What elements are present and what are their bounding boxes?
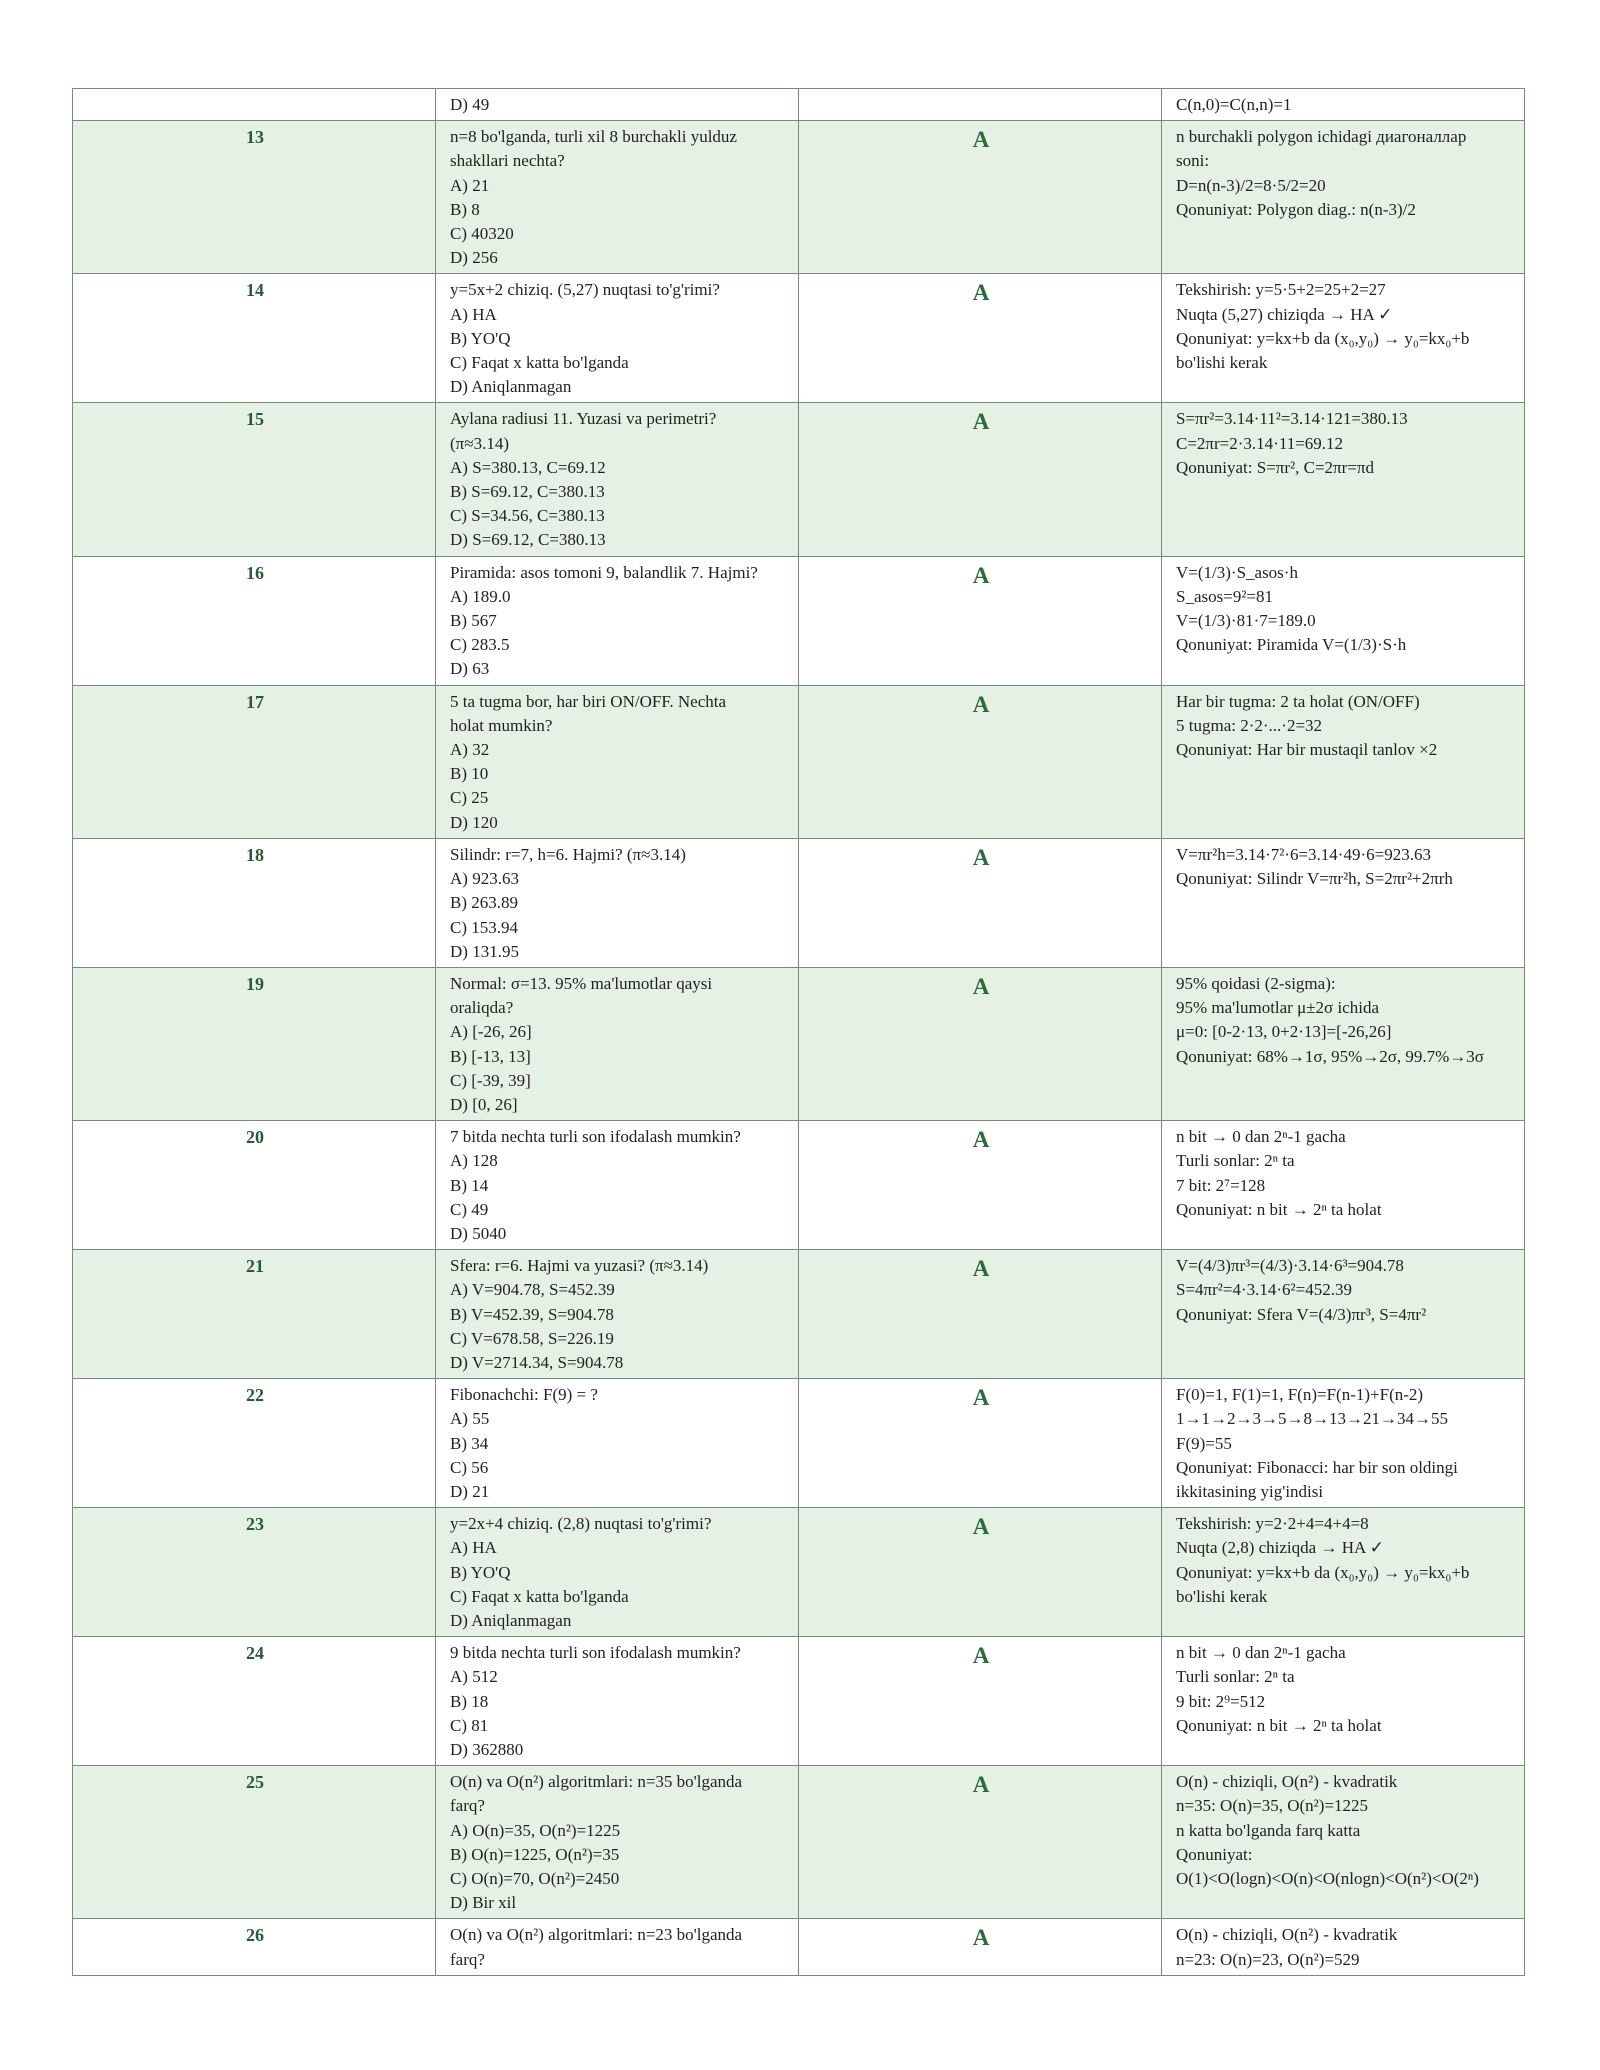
explanation-line: Nuqta (2,8) chiziqda → HA ✓ xyxy=(1176,1538,1384,1558)
question-cell xyxy=(436,1508,799,1637)
question-number: 14 xyxy=(73,274,436,403)
question-number: 16 xyxy=(73,556,436,685)
question-line: A) 923.63 xyxy=(450,869,519,889)
question-line: D) Bir xil xyxy=(450,1893,517,1913)
explanation-line: bo'lishi kerak xyxy=(1176,353,1268,373)
correct-answer: A xyxy=(799,121,1162,274)
explanation-line: n=23: O(n)=23, O(n²)=529 xyxy=(1176,1949,1360,1969)
explanation-line: O(n) - chiziqli, O(n²) - kvadratik xyxy=(1176,1925,1398,1945)
correct-answer: A xyxy=(799,685,1162,838)
question-number: 21 xyxy=(73,1250,436,1379)
explanation-line: C=2πr=2·3.14·11=69.12 xyxy=(1176,433,1344,453)
table-row xyxy=(73,967,1525,1120)
question-line: 5 ta tugma bor, har biri ON/OFF. Nechta xyxy=(450,691,727,711)
question-line: Sfera: r=6. Hajmi va yuzasi? (π≈3.14) xyxy=(450,1256,709,1276)
question-line: D) 63 xyxy=(450,659,490,679)
question-line: A) 32 xyxy=(450,740,490,760)
question-line: A) HA xyxy=(450,1538,497,1558)
explanation-line: ikkitasining yig'indisi xyxy=(1176,1481,1324,1501)
question-line: A) 21 xyxy=(450,175,490,195)
question-number: 20 xyxy=(73,1121,436,1250)
question-line: Normal: σ=13. 95% ma'lumotlar qaysi xyxy=(450,973,713,993)
question-cell xyxy=(436,1919,799,1975)
table-row xyxy=(73,403,1525,556)
explanation-cell xyxy=(1162,1121,1525,1250)
explanation-line: S=4πr²=4·3.14·6²=452.39 xyxy=(1176,1280,1352,1300)
correct-answer: A xyxy=(799,1637,1162,1766)
explanation-line: Tekshirish: y=5·5+2=25+2=27 xyxy=(1176,280,1386,300)
question-line: B) V=452.39, S=904.78 xyxy=(450,1304,614,1324)
question-number: 22 xyxy=(73,1379,436,1508)
correct-answer: A xyxy=(799,1919,1162,1975)
question-line: Piramida: asos tomoni 9, balandlik 7. Hajmi? xyxy=(450,562,758,582)
explanation-line: C(n,0)=C(n,n)=1 xyxy=(1176,95,1292,114)
explanation-line: D=n(n-3)/2=8·5/2=20 xyxy=(1176,175,1326,195)
explanation-line: n bit → 0 dan 2ⁿ-1 gacha xyxy=(1176,1643,1346,1663)
explanation-line: S=πr²=3.14·11²=3.14·121=380.13 xyxy=(1176,409,1408,429)
question-line: D) 131.95 xyxy=(450,941,519,961)
explanation-line: V=(1/3)·81·7=189.0 xyxy=(1176,611,1316,631)
question-line: (π≈3.14) xyxy=(450,433,509,453)
question-line: C) S=34.56, C=380.13 xyxy=(450,506,605,526)
question-cell xyxy=(436,403,799,556)
explanation-line: F(9)=55 xyxy=(1176,1433,1232,1453)
answers-table xyxy=(72,88,1525,1976)
question-line: D) 49 xyxy=(450,95,490,114)
table-row xyxy=(73,556,1525,685)
explanation-line: μ=0: [0-2·13, 0+2·13]=[-26,26] xyxy=(1176,1022,1392,1042)
question-cell xyxy=(436,685,799,838)
question-line: C) Faqat x katta bo'lganda xyxy=(450,353,629,373)
explanation-line: n=35: O(n)=35, O(n²)=1225 xyxy=(1176,1796,1369,1816)
table-row xyxy=(73,1508,1525,1637)
question-cell xyxy=(436,121,799,274)
question-line: D) 21 xyxy=(450,1481,490,1501)
question-line: B) 18 xyxy=(450,1691,489,1711)
explanation-line: S_asos=9²=81 xyxy=(1176,586,1274,606)
explanation-line: Qonuniyat: y=kx+b da (x₀,y₀) → y₀=kx₀+b xyxy=(1176,1562,1470,1582)
question-number: 19 xyxy=(73,967,436,1120)
explanation-line: V=(4/3)πr³=(4/3)·3.14·6³=904.78 xyxy=(1176,1256,1404,1276)
question-line: shakllari nechta? xyxy=(450,151,565,171)
question-line: Silindr: r=7, h=6. Hajmi? (π≈3.14) xyxy=(450,844,686,864)
explanation-cell xyxy=(1162,1250,1525,1379)
explanation-cell xyxy=(1162,838,1525,967)
question-line: D) Aniqlanmagan xyxy=(450,1610,572,1630)
explanation-cell xyxy=(1162,1919,1525,1975)
correct-answer: A xyxy=(799,967,1162,1120)
question-number: 15 xyxy=(73,403,436,556)
explanation-line: 95% ma'lumotlar μ±2σ ichida xyxy=(1176,998,1379,1018)
question-line: Aylana radiusi 11. Yuzasi va perimetri? xyxy=(450,409,717,429)
question-cell xyxy=(436,556,799,685)
explanation-line: 95% qoidasi (2-sigma): xyxy=(1176,973,1336,993)
table-row xyxy=(73,121,1525,274)
question-line: D) 5040 xyxy=(450,1223,507,1243)
table-row xyxy=(73,685,1525,838)
question-line: A) [-26, 26] xyxy=(450,1022,532,1042)
question-line: farq? xyxy=(450,1796,485,1816)
question-line: y=2x+4 chiziq. (2,8) nuqtasi to'g'rimi? xyxy=(450,1514,712,1534)
question-line: C) [-39, 39] xyxy=(450,1070,531,1090)
explanation-line: bo'lishi kerak xyxy=(1176,1586,1268,1606)
question-number: 13 xyxy=(73,121,436,274)
question-line: B) 567 xyxy=(450,611,497,631)
question-cell xyxy=(436,1379,799,1508)
question-cell xyxy=(436,274,799,403)
question-line: B) YO'Q xyxy=(450,1562,511,1582)
question-line: B) 34 xyxy=(450,1433,489,1453)
question-line: Fibonachchi: F(9) = ? xyxy=(450,1385,598,1405)
table-row xyxy=(73,1766,1525,1919)
question-line: C) 56 xyxy=(450,1457,489,1477)
question-line: B) 263.89 xyxy=(450,893,518,913)
correct-answer: A xyxy=(799,1766,1162,1919)
explanation-cell xyxy=(1162,967,1525,1120)
question-line: C) V=678.58, S=226.19 xyxy=(450,1328,614,1348)
table-row xyxy=(73,274,1525,403)
question-line: B) 14 xyxy=(450,1175,489,1195)
question-line: A) S=380.13, C=69.12 xyxy=(450,457,606,477)
explanation-cell xyxy=(1162,1637,1525,1766)
question-cell xyxy=(436,967,799,1120)
explanation-line: soni: xyxy=(1176,151,1210,171)
question-number: 25 xyxy=(73,1766,436,1919)
explanation-line: n bit → 0 dan 2ⁿ-1 gacha xyxy=(1176,1127,1346,1147)
explanation-line: F(0)=1, F(1)=1, F(n)=F(n-1)+F(n-2) xyxy=(1176,1385,1424,1405)
explanation-line: 9 bit: 2⁹=512 xyxy=(1176,1691,1266,1711)
question-line: B) O(n)=1225, O(n²)=35 xyxy=(450,1844,620,1864)
question-line: B) 10 xyxy=(450,764,489,784)
question-line: D) Aniqlanmagan xyxy=(450,377,572,397)
question-line: farq? xyxy=(450,1949,485,1969)
question-line: A) V=904.78, S=452.39 xyxy=(450,1280,615,1300)
question-line: A) 189.0 xyxy=(450,586,511,606)
explanation-line: O(1)<O(logn)<O(n)<O(nlogn)<O(n²)<O(2ⁿ) xyxy=(1176,1869,1479,1889)
question-number xyxy=(73,89,436,121)
question-number: 18 xyxy=(73,838,436,967)
question-line: A) 55 xyxy=(450,1409,490,1429)
explanation-line: n katta bo'lganda farq katta xyxy=(1176,1820,1361,1840)
table-row xyxy=(73,1637,1525,1766)
correct-answer: A xyxy=(799,403,1162,556)
question-line: C) Faqat x katta bo'lganda xyxy=(450,1586,629,1606)
question-cell xyxy=(436,1637,799,1766)
explanation-cell xyxy=(1162,685,1525,838)
explanation-line: n burchakli polygon ichidagi диагоналлар xyxy=(1176,127,1467,147)
explanation-line: V=πr²h=3.14·7²·6=3.14·49·6=923.63 xyxy=(1176,844,1431,864)
explanation-line: Qonuniyat: Polygon diag.: n(n-3)/2 xyxy=(1176,199,1416,219)
question-line: holat mumkin? xyxy=(450,715,553,735)
question-line: C) 153.94 xyxy=(450,917,518,937)
explanation-line: Nuqta (5,27) chiziqda → HA ✓ xyxy=(1176,304,1393,324)
question-cell xyxy=(436,89,799,121)
explanation-cell xyxy=(1162,121,1525,274)
explanation-line: V=(1/3)·S_asos·h xyxy=(1176,562,1298,582)
question-line: D) 362880 xyxy=(450,1740,524,1759)
explanation-line: Qonuniyat: Piramida V=(1/3)·S·h xyxy=(1176,635,1407,655)
explanation-cell xyxy=(1162,556,1525,685)
explanation-line: Qonuniyat: Silindr V=πr²h, S=2πr²+2πrh xyxy=(1176,869,1453,889)
correct-answer: A xyxy=(799,556,1162,685)
explanation-cell xyxy=(1162,403,1525,556)
question-line: C) O(n)=70, O(n²)=2450 xyxy=(450,1869,620,1889)
question-line: C) 40320 xyxy=(450,224,514,244)
explanation-line: Qonuniyat: xyxy=(1176,1844,1253,1864)
explanation-line: Har bir tugma: 2 ta holat (ON/OFF) xyxy=(1176,691,1420,711)
explanation-cell xyxy=(1162,274,1525,403)
question-number: 24 xyxy=(73,1637,436,1766)
table-row xyxy=(73,1919,1525,1975)
question-line: A) 128 xyxy=(450,1151,498,1171)
question-line: 9 bitda nechta turli son ifodalash mumkin? xyxy=(450,1643,741,1663)
question-cell xyxy=(436,1250,799,1379)
explanation-line: Qonuniyat: Sfera V=(4/3)πr³, S=4πr² xyxy=(1176,1304,1427,1324)
question-line: y=5x+2 chiziq. (5,27) nuqtasi to'g'rimi? xyxy=(450,280,720,300)
question-line: B) S=69.12, C=380.13 xyxy=(450,482,605,502)
correct-answer: A xyxy=(799,1250,1162,1379)
table-row xyxy=(73,1250,1525,1379)
question-line: 7 bitda nechta turli son ifodalash mumkin? xyxy=(450,1127,741,1147)
explanation-line: Qonuniyat: Har bir mustaqil tanlov ×2 xyxy=(1176,740,1438,760)
explanation-line: Qonuniyat: n bit → 2ⁿ ta holat xyxy=(1176,1199,1382,1219)
question-line: D) S=69.12, C=380.13 xyxy=(450,530,606,550)
question-line: O(n) va O(n²) algoritmlari: n=35 bo'lganda xyxy=(450,1772,743,1792)
question-line: D) 120 xyxy=(450,812,498,832)
question-line: B) 8 xyxy=(450,199,480,219)
explanation-line: 5 tugma: 2·2·...·2=32 xyxy=(1176,715,1323,735)
explanation-line: Qonuniyat: Fibonacci: har bir son oldingi xyxy=(1176,1457,1458,1477)
question-line: A) 512 xyxy=(450,1667,498,1687)
question-cell xyxy=(436,838,799,967)
table-row xyxy=(73,838,1525,967)
explanation-line: 1→1→2→3→5→8→13→21→34→55 xyxy=(1176,1409,1448,1429)
correct-answer: A xyxy=(799,838,1162,967)
correct-answer: A xyxy=(799,274,1162,403)
table-row xyxy=(73,89,1525,121)
question-line: A) O(n)=35, O(n²)=1225 xyxy=(450,1820,621,1840)
table-row xyxy=(73,1121,1525,1250)
explanation-cell xyxy=(1162,1379,1525,1508)
question-line: D) V=2714.34, S=904.78 xyxy=(450,1352,624,1372)
question-line: A) HA xyxy=(450,304,497,324)
explanation-line: Qonuniyat: n bit → 2ⁿ ta holat xyxy=(1176,1715,1382,1735)
question-number: 17 xyxy=(73,685,436,838)
explanation-line: Turli sonlar: 2ⁿ ta xyxy=(1176,1151,1295,1171)
question-line: B) YO'Q xyxy=(450,328,511,348)
explanation-line: Qonuniyat: 68%→1σ, 95%→2σ, 99.7%→3σ xyxy=(1176,1046,1484,1066)
correct-answer xyxy=(799,89,1162,121)
question-cell xyxy=(436,1121,799,1250)
question-number: 23 xyxy=(73,1508,436,1637)
explanation-line: Turli sonlar: 2ⁿ ta xyxy=(1176,1667,1295,1687)
answers-table-body xyxy=(73,89,1525,1976)
explanation-line: Qonuniyat: y=kx+b da (x₀,y₀) → y₀=kx₀+b xyxy=(1176,328,1470,348)
document-page xyxy=(72,88,1524,1976)
question-line: B) [-13, 13] xyxy=(450,1046,531,1066)
explanation-line: Qonuniyat: S=πr², C=2πr=πd xyxy=(1176,457,1374,477)
question-line: oraliqda? xyxy=(450,998,514,1018)
question-line: C) 25 xyxy=(450,788,489,808)
question-line: D) [0, 26] xyxy=(450,1094,518,1114)
correct-answer: A xyxy=(799,1121,1162,1250)
explanation-cell xyxy=(1162,1766,1525,1919)
explanation-line: 7 bit: 2⁷=128 xyxy=(1176,1175,1266,1195)
question-line: O(n) va O(n²) algoritmlari: n=23 bo'lganda xyxy=(450,1925,743,1945)
explanation-cell xyxy=(1162,1508,1525,1637)
question-line: n=8 bo'lganda, turli xil 8 burchakli yulduz xyxy=(450,127,737,147)
table-row xyxy=(73,1379,1525,1508)
explanation-line: Tekshirish: y=2·2+4=4+4=8 xyxy=(1176,1514,1369,1534)
question-number: 26 xyxy=(73,1919,436,1975)
question-line: C) 283.5 xyxy=(450,635,510,655)
correct-answer: A xyxy=(799,1508,1162,1637)
question-line: D) 256 xyxy=(450,248,498,268)
question-cell xyxy=(436,1766,799,1919)
question-line: C) 49 xyxy=(450,1199,489,1219)
explanation-cell xyxy=(1162,89,1525,121)
explanation-line: O(n) - chiziqli, O(n²) - kvadratik xyxy=(1176,1772,1398,1792)
correct-answer: A xyxy=(799,1379,1162,1508)
question-line: C) 81 xyxy=(450,1715,489,1735)
